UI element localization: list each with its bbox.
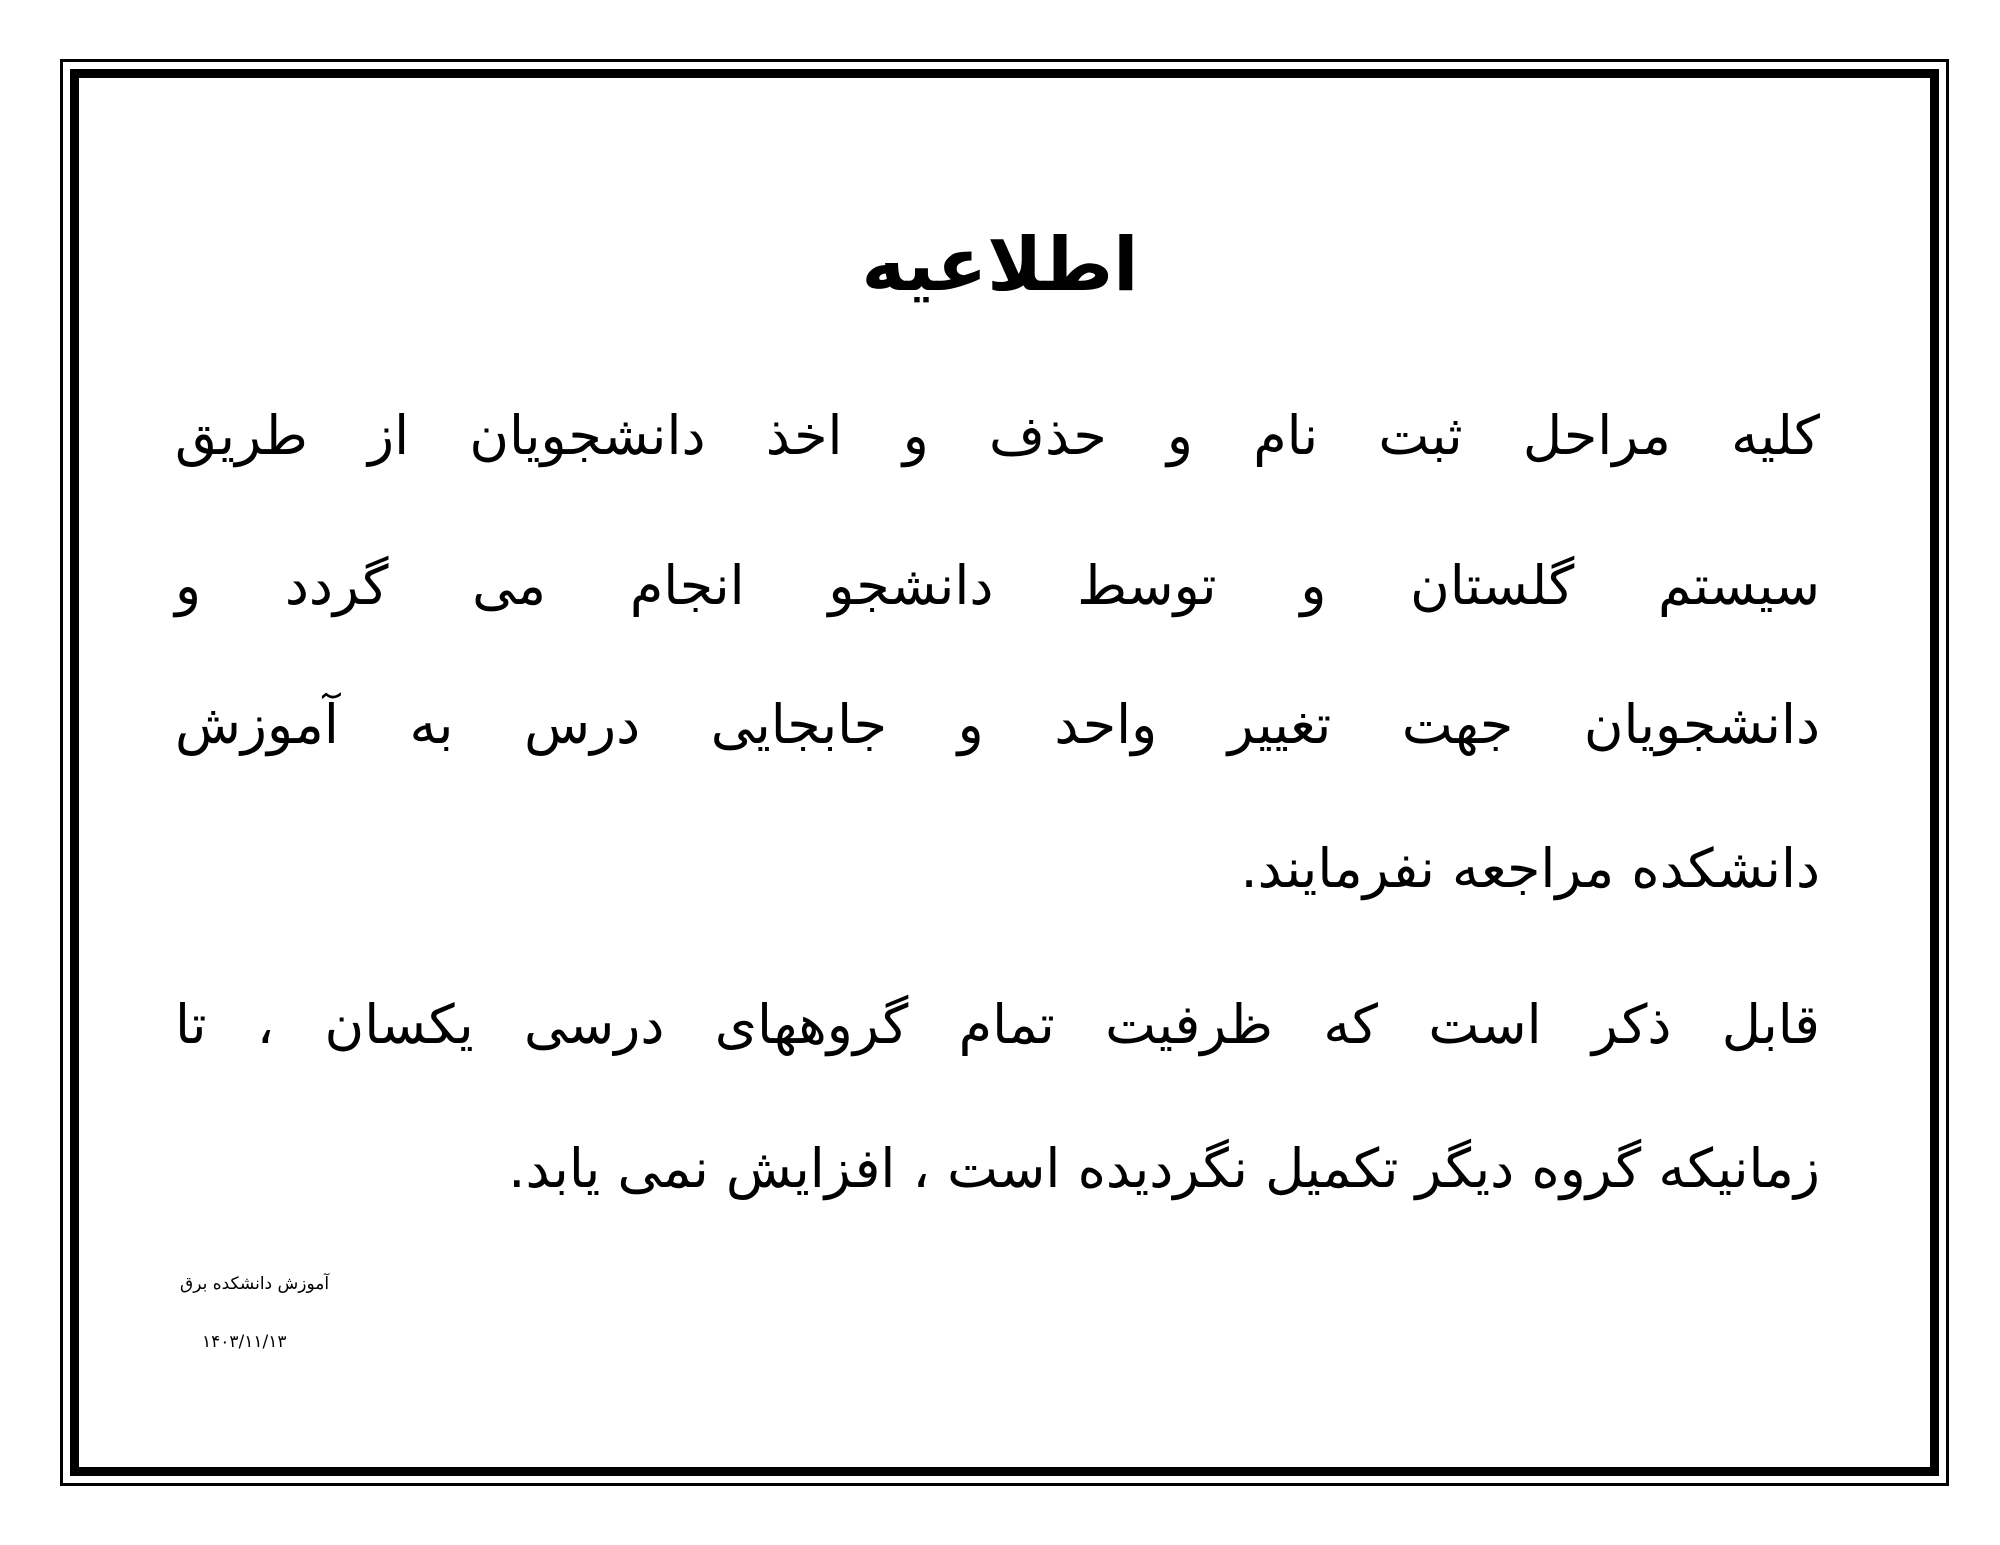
paragraph1-line1: کلیه مراحل ثبت نام و حذف و اخذ دانشجویان از طریق [175, 404, 1820, 467]
signature-text: آموزش دانشکده برق [180, 1274, 330, 1294]
paragraph1-line4: دانشکده مراجعه نفرمایند. [1240, 837, 1820, 900]
date-text: ۱۴۰۳/۱۱/۱۳ [202, 1332, 287, 1352]
paragraph2-line2: زمانیکه گروه دیگر تکمیل نگردیده است ، افزایش نمی یابد. [508, 1137, 1820, 1200]
paragraph1-line3: دانشجویان جهت تغییر واحد و جابجایی درس به آموزش [175, 693, 1820, 756]
notice-title: اطلاعیه [861, 222, 1139, 308]
paragraph2-line1: قابل ذکر است که ظرفیت تمام گروههای درسی یکسان ، تا [175, 993, 1820, 1056]
paragraph1-line2: سیستم گلستان و توسط دانشجو انجام می گردد و [175, 554, 1820, 617]
